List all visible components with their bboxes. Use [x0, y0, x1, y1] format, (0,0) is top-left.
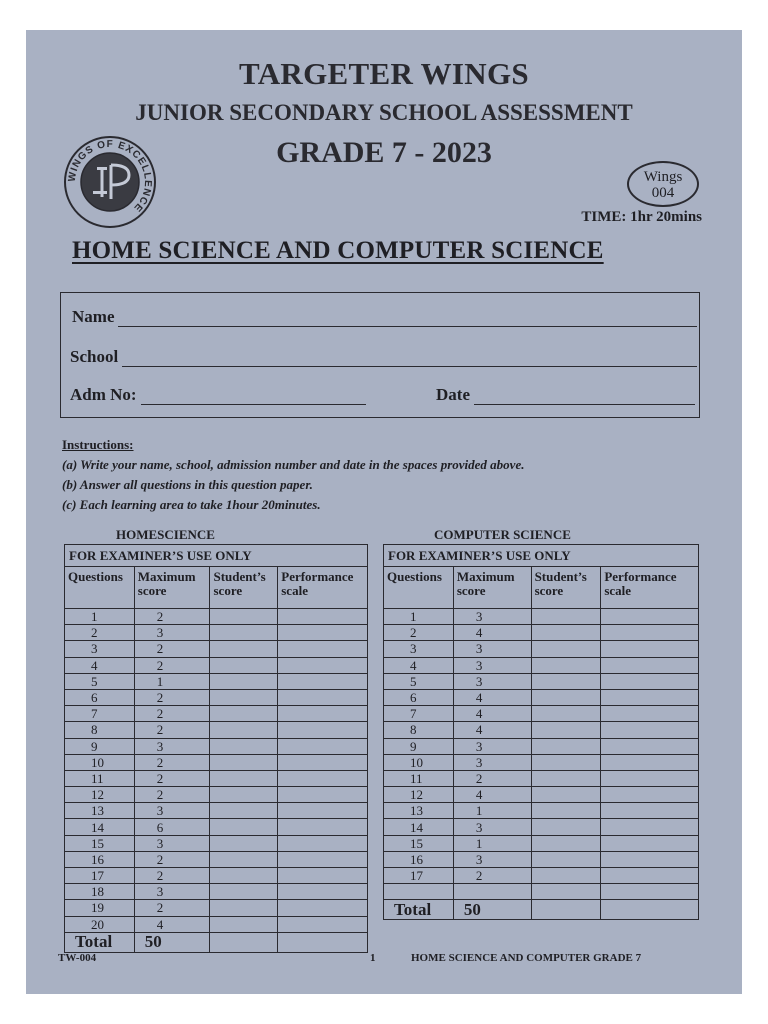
performance-cell[interactable] — [278, 868, 368, 884]
question-number: 4 — [384, 657, 454, 673]
max-score: 4 — [134, 916, 210, 932]
instruction-c: (c) Each learning area to take 1hour 20minutes. — [62, 497, 321, 512]
question-number: 14 — [65, 819, 135, 835]
question-number: 5 — [384, 673, 454, 689]
table-row — [384, 657, 699, 673]
question-number — [384, 884, 454, 900]
table-row — [384, 868, 699, 884]
performance-cell[interactable] — [278, 641, 368, 657]
max-score: 1 — [453, 803, 531, 819]
performance-cell[interactable] — [601, 738, 699, 754]
max-score — [453, 884, 531, 900]
question-number: 2 — [384, 625, 454, 641]
max-score: 3 — [453, 673, 531, 689]
school-field[interactable] — [122, 353, 697, 367]
homescience-rows — [65, 609, 368, 933]
performance-cell[interactable] — [601, 689, 699, 705]
table-row — [384, 803, 699, 819]
performance-cell[interactable] — [601, 657, 699, 673]
table-row — [384, 722, 699, 738]
adm-label: Adm No: — [70, 385, 137, 404]
question-number: 16 — [384, 851, 454, 867]
footer-code: TW-004 — [58, 952, 97, 964]
student-score-cell[interactable] — [210, 673, 278, 689]
performance-cell[interactable] — [601, 835, 699, 851]
performance-cell[interactable] — [278, 884, 368, 900]
table-row — [65, 916, 368, 932]
question-number: 2 — [65, 625, 135, 641]
performance-cell[interactable] — [601, 884, 699, 900]
badge-line-1: Wings — [643, 169, 683, 185]
performance-cell[interactable] — [278, 900, 368, 916]
student-score-cell[interactable] — [210, 803, 278, 819]
max-score: 3 — [453, 851, 531, 867]
grade-title: GRADE 7 - 2023 — [276, 136, 492, 169]
question-number: 6 — [384, 689, 454, 705]
table-row — [65, 868, 368, 884]
table-row — [65, 787, 368, 803]
max-score: 2 — [134, 868, 210, 884]
total-performance-cell[interactable] — [278, 932, 368, 952]
question-number: 10 — [65, 754, 135, 770]
max-score: 3 — [134, 884, 210, 900]
table-row — [384, 609, 699, 625]
question-number: 17 — [384, 868, 454, 884]
max-score: 2 — [134, 657, 210, 673]
student-score-cell[interactable] — [531, 884, 601, 900]
table-row — [384, 738, 699, 754]
table-row — [65, 851, 368, 867]
performance-cell[interactable] — [601, 625, 699, 641]
school-logo — [63, 135, 157, 229]
table-row — [65, 625, 368, 641]
examiner-label: FOR EXAMINER’S USE ONLY — [384, 545, 699, 567]
table-row — [384, 884, 699, 900]
student-score-cell[interactable] — [531, 706, 601, 722]
student-score-cell[interactable] — [210, 722, 278, 738]
performance-cell[interactable] — [601, 722, 699, 738]
question-number: 12 — [65, 787, 135, 803]
table-row — [65, 657, 368, 673]
max-score: 3 — [453, 738, 531, 754]
student-score-cell[interactable] — [210, 868, 278, 884]
performance-cell[interactable] — [601, 673, 699, 689]
col-performance: Performance scale — [278, 567, 368, 609]
table-row — [65, 706, 368, 722]
question-number: 11 — [384, 770, 454, 786]
table-row — [384, 770, 699, 786]
student-score-cell[interactable] — [531, 835, 601, 851]
subject-title: HOME SCIENCE AND COMPUTER SCIENCE — [72, 237, 604, 264]
question-number: 7 — [384, 706, 454, 722]
question-number: 18 — [65, 884, 135, 900]
col-max-score: Maximum score — [134, 567, 210, 609]
student-score-cell[interactable] — [531, 641, 601, 657]
student-score-cell[interactable] — [210, 609, 278, 625]
student-score-cell[interactable] — [531, 609, 601, 625]
max-score: 3 — [134, 625, 210, 641]
student-score-cell[interactable] — [210, 689, 278, 705]
student-score-cell[interactable] — [531, 689, 601, 705]
max-score: 3 — [453, 819, 531, 835]
table-row — [384, 689, 699, 705]
table-row — [384, 835, 699, 851]
max-score: 3 — [134, 803, 210, 819]
question-number: 9 — [384, 738, 454, 754]
student-score-cell[interactable] — [531, 738, 601, 754]
max-score: 2 — [453, 868, 531, 884]
student-score-cell[interactable] — [531, 625, 601, 641]
time-allowed: TIME: 1hr 20mins — [581, 209, 702, 225]
performance-cell[interactable] — [278, 673, 368, 689]
max-score: 3 — [453, 754, 531, 770]
question-number: 14 — [384, 819, 454, 835]
performance-cell[interactable] — [278, 722, 368, 738]
performance-cell[interactable] — [278, 706, 368, 722]
instructions-heading: Instructions: — [62, 437, 134, 452]
student-score-cell[interactable] — [531, 868, 601, 884]
question-number: 6 — [65, 689, 135, 705]
performance-cell[interactable] — [278, 689, 368, 705]
performance-cell[interactable] — [601, 770, 699, 786]
student-score-cell[interactable] — [210, 900, 278, 916]
question-number: 1 — [65, 609, 135, 625]
max-score: 3 — [134, 835, 210, 851]
instruction-b: (b) Answer all questions in this question paper. — [62, 477, 313, 492]
performance-cell[interactable] — [278, 657, 368, 673]
performance-cell[interactable] — [601, 868, 699, 884]
question-number: 19 — [65, 900, 135, 916]
total-student-cell[interactable] — [531, 900, 601, 920]
max-score: 2 — [134, 851, 210, 867]
table-row — [65, 754, 368, 770]
performance-cell[interactable] — [601, 754, 699, 770]
total-label: Total — [384, 900, 454, 920]
max-score: 4 — [453, 625, 531, 641]
instructions — [62, 435, 524, 515]
question-number: 11 — [65, 770, 135, 786]
question-number: 12 — [384, 787, 454, 803]
total-value: 50 — [453, 900, 531, 920]
performance-cell[interactable] — [278, 851, 368, 867]
student-score-cell[interactable] — [531, 851, 601, 867]
question-number: 8 — [65, 722, 135, 738]
table-row — [384, 641, 699, 657]
max-score: 2 — [134, 900, 210, 916]
question-number: 9 — [65, 738, 135, 754]
table-row — [65, 803, 368, 819]
badge-line-2: 004 — [651, 185, 675, 201]
name-row — [72, 307, 697, 327]
date-field[interactable] — [474, 391, 695, 405]
student-score-cell[interactable] — [531, 803, 601, 819]
question-number: 5 — [65, 673, 135, 689]
max-score: 4 — [453, 787, 531, 803]
question-number: 4 — [65, 657, 135, 673]
svg-text:WINGS OF EXCELLENCE: WINGS OF EXCELLENCE — [66, 138, 154, 214]
question-number: 1 — [384, 609, 454, 625]
max-score: 1 — [453, 835, 531, 851]
computer-rows — [384, 609, 699, 900]
student-score-cell[interactable] — [531, 819, 601, 835]
table-row — [384, 673, 699, 689]
performance-cell[interactable] — [278, 835, 368, 851]
date-row — [436, 385, 695, 405]
homescience-caption: HOMESCIENCE — [116, 527, 215, 542]
student-score-cell[interactable] — [210, 884, 278, 900]
performance-cell[interactable] — [278, 803, 368, 819]
computer-score-table — [383, 544, 699, 920]
col-student-score: Student’s score — [531, 567, 601, 609]
examiner-label: FOR EXAMINER’S USE ONLY — [65, 545, 368, 567]
student-score-cell[interactable] — [210, 851, 278, 867]
table-row — [65, 722, 368, 738]
question-number: 15 — [384, 835, 454, 851]
name-field[interactable] — [118, 313, 697, 327]
assessment-title: JUNIOR SECONDARY SCHOOL ASSESSMENT — [135, 100, 633, 125]
homescience-score-table — [64, 544, 368, 953]
max-score: 4 — [453, 706, 531, 722]
performance-cell[interactable] — [278, 916, 368, 932]
student-score-cell[interactable] — [210, 819, 278, 835]
table-row — [384, 625, 699, 641]
performance-cell[interactable] — [601, 851, 699, 867]
table-row — [65, 900, 368, 916]
max-score: 3 — [453, 641, 531, 657]
adm-field[interactable] — [141, 391, 366, 405]
student-score-cell[interactable] — [210, 641, 278, 657]
school-label: School — [70, 347, 119, 366]
table-row — [65, 819, 368, 835]
student-score-cell[interactable] — [531, 673, 601, 689]
adm-row — [70, 385, 366, 405]
performance-cell[interactable] — [601, 787, 699, 803]
question-number: 15 — [65, 835, 135, 851]
max-score: 2 — [134, 770, 210, 786]
total-value: 50 — [134, 932, 210, 952]
footer-page-number: 1 — [370, 952, 376, 964]
table-row — [65, 884, 368, 900]
max-score: 2 — [134, 609, 210, 625]
max-score: 4 — [453, 689, 531, 705]
exam-paper — [26, 30, 742, 994]
table-row — [384, 819, 699, 835]
question-number: 3 — [65, 641, 135, 657]
student-score-cell[interactable] — [210, 738, 278, 754]
total-performance-cell[interactable] — [601, 900, 699, 920]
table-row — [65, 673, 368, 689]
date-label: Date — [436, 385, 470, 404]
total-label: Total — [65, 932, 135, 952]
performance-cell[interactable] — [278, 625, 368, 641]
table-row — [384, 851, 699, 867]
student-score-cell[interactable] — [210, 625, 278, 641]
performance-cell[interactable] — [601, 641, 699, 657]
col-performance: Performance scale — [601, 567, 699, 609]
question-number: 8 — [384, 722, 454, 738]
table-row — [65, 641, 368, 657]
candidate-info-box — [60, 292, 700, 418]
question-number: 20 — [65, 916, 135, 932]
table-row — [65, 835, 368, 851]
question-number: 16 — [65, 851, 135, 867]
performance-cell[interactable] — [278, 770, 368, 786]
student-score-cell[interactable] — [531, 787, 601, 803]
student-score-cell[interactable] — [531, 770, 601, 786]
instruction-a: (a) Write your name, school, admission number and date in the spaces provided above. — [62, 457, 525, 472]
performance-cell[interactable] — [278, 609, 368, 625]
student-score-cell[interactable] — [210, 754, 278, 770]
col-questions: Questions — [384, 567, 454, 609]
max-score: 2 — [134, 754, 210, 770]
student-score-cell[interactable] — [210, 770, 278, 786]
question-number: 13 — [65, 803, 135, 819]
max-score: 4 — [453, 722, 531, 738]
question-number: 13 — [384, 803, 454, 819]
performance-cell[interactable] — [278, 738, 368, 754]
max-score: 2 — [134, 722, 210, 738]
max-score: 2 — [134, 706, 210, 722]
col-max-score: Maximum score — [453, 567, 531, 609]
max-score: 2 — [134, 689, 210, 705]
table-row — [384, 787, 699, 803]
max-score: 2 — [134, 787, 210, 803]
table-row — [65, 770, 368, 786]
total-student-cell[interactable] — [210, 932, 278, 952]
performance-cell[interactable] — [601, 803, 699, 819]
computer-caption: COMPUTER SCIENCE — [434, 527, 571, 542]
performance-cell[interactable] — [278, 754, 368, 770]
max-score: 1 — [134, 673, 210, 689]
question-number: 7 — [65, 706, 135, 722]
org-title: TARGETER WINGS — [239, 56, 529, 91]
performance-cell[interactable] — [601, 609, 699, 625]
max-score: 6 — [134, 819, 210, 835]
performance-cell[interactable] — [278, 787, 368, 803]
table-row — [65, 609, 368, 625]
performance-cell[interactable] — [601, 706, 699, 722]
max-score: 2 — [453, 770, 531, 786]
table-row — [384, 706, 699, 722]
student-score-cell[interactable] — [210, 706, 278, 722]
student-score-cell[interactable] — [210, 916, 278, 932]
table-row — [384, 754, 699, 770]
max-score: 2 — [134, 641, 210, 657]
max-score: 3 — [453, 657, 531, 673]
max-score: 3 — [134, 738, 210, 754]
student-score-cell[interactable] — [531, 754, 601, 770]
question-number: 10 — [384, 754, 454, 770]
col-questions: Questions — [65, 567, 135, 609]
table-row — [65, 738, 368, 754]
student-score-cell[interactable] — [531, 722, 601, 738]
student-score-cell[interactable] — [210, 657, 278, 673]
student-score-cell[interactable] — [210, 787, 278, 803]
table-row — [65, 689, 368, 705]
paper-code-badge — [627, 161, 699, 207]
performance-cell[interactable] — [278, 819, 368, 835]
max-score: 3 — [453, 609, 531, 625]
name-label: Name — [72, 307, 115, 326]
col-student-score: Student’s score — [210, 567, 278, 609]
question-number: 3 — [384, 641, 454, 657]
school-row — [70, 347, 697, 367]
student-score-cell[interactable] — [210, 835, 278, 851]
footer-title: HOME SCIENCE AND COMPUTER GRADE 7 — [411, 952, 642, 964]
question-number: 17 — [65, 868, 135, 884]
student-score-cell[interactable] — [531, 657, 601, 673]
performance-cell[interactable] — [601, 819, 699, 835]
